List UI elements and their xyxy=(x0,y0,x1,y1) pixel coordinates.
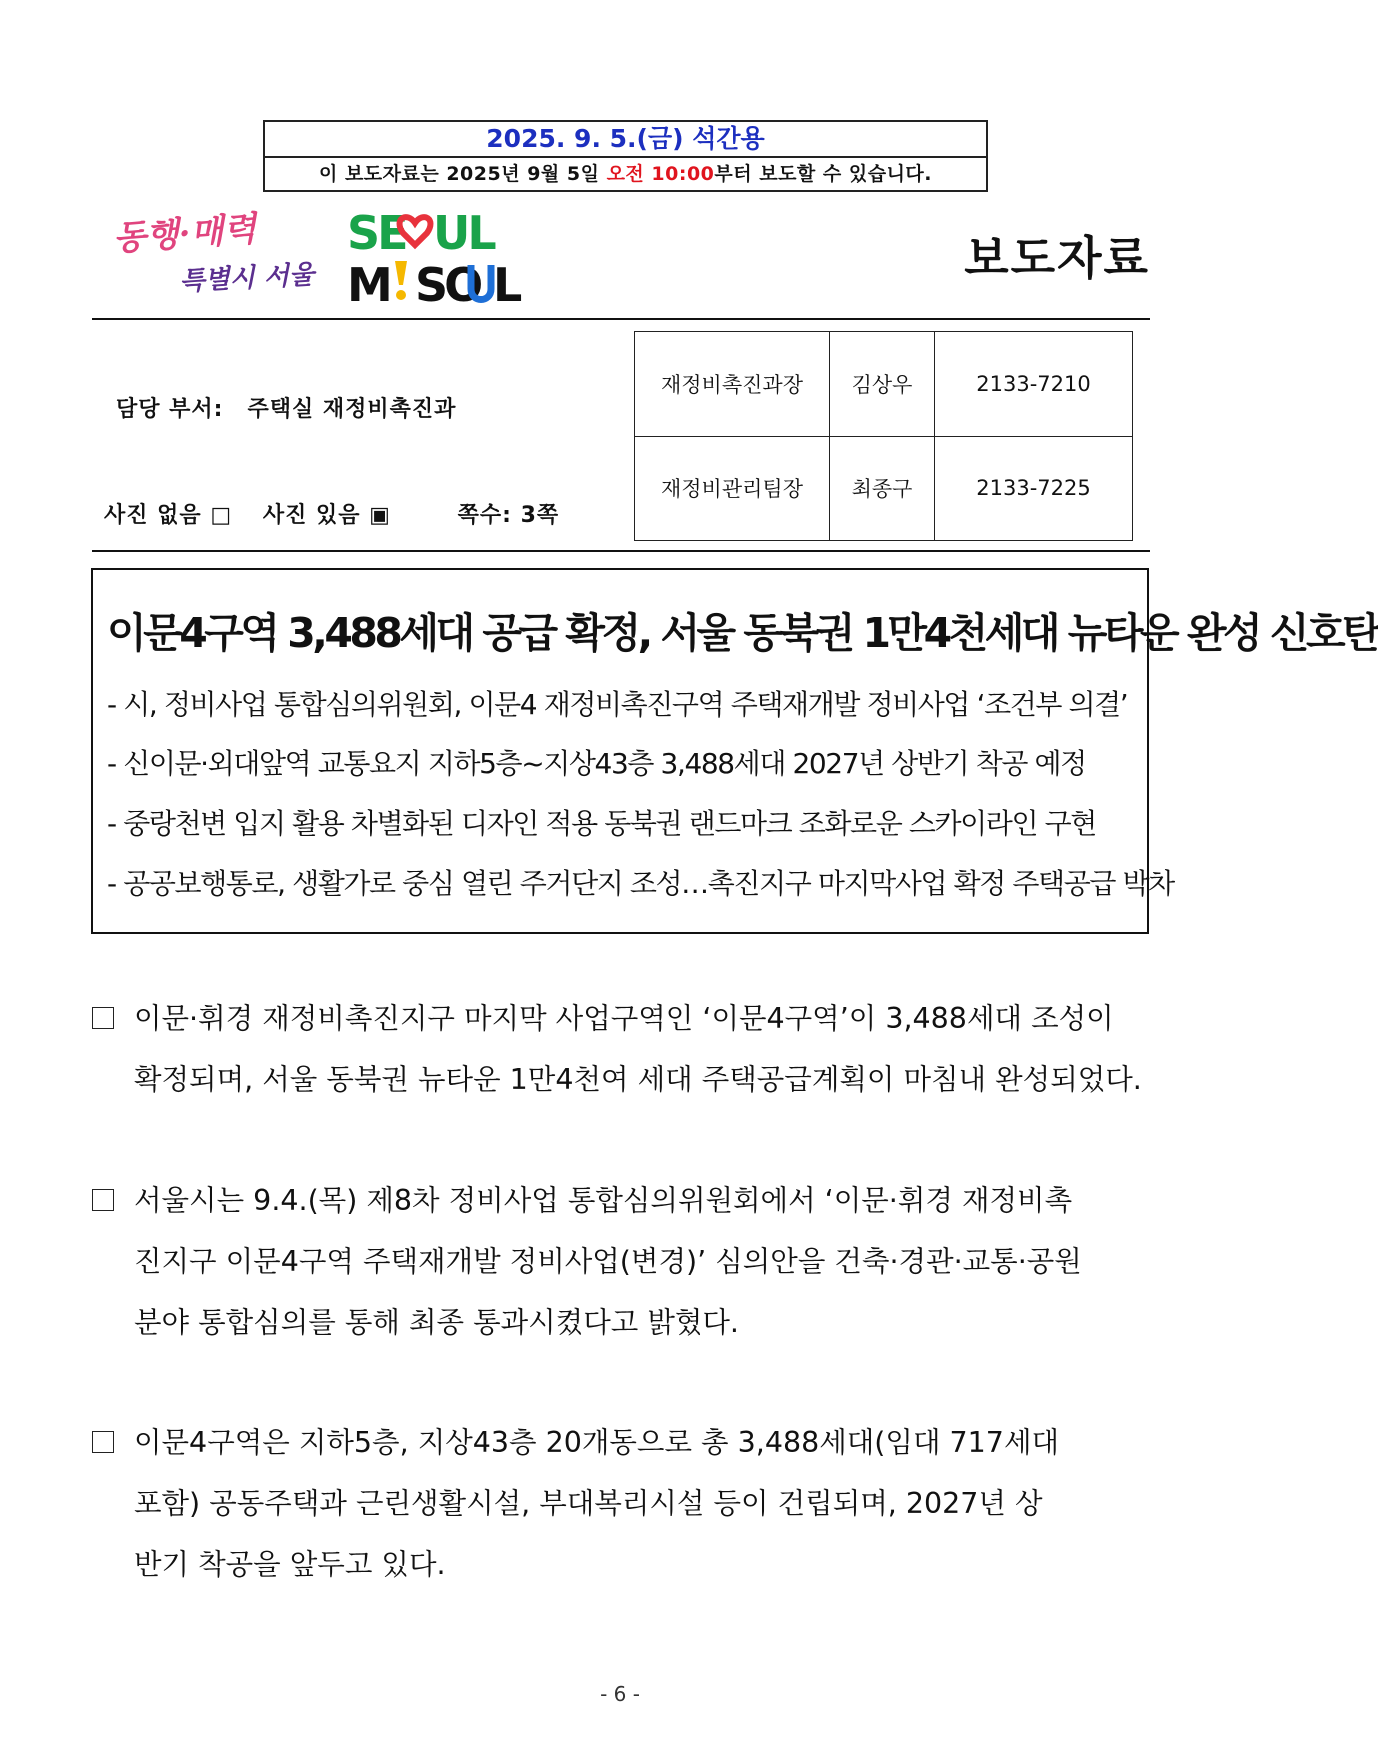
page-count-label: 쪽수: xyxy=(457,503,512,528)
page-number: - 6 - xyxy=(600,1682,640,1706)
embargo-box xyxy=(263,120,988,192)
contact-row xyxy=(635,332,1133,437)
contact-phone: 2133-7210 xyxy=(935,332,1133,437)
seoul-my-soul-logo xyxy=(345,205,523,312)
headline-subpoint: - 신이문·외대앞역 교통요지 지하5층~지상43층 3,488세대 2027년 상반기 착공 예정 xyxy=(107,747,1086,780)
contact-table xyxy=(634,331,1133,541)
svg-text:L: L xyxy=(493,258,523,312)
photo-yes-checkbox: ▣ xyxy=(369,503,391,528)
embargo-notice-pre: 이 보도자료는 2025년 9월 5일 xyxy=(318,163,607,185)
embargo-notice-post: 부터 보도할 수 있습니다. xyxy=(714,163,932,185)
body-paragraph xyxy=(92,988,1152,1110)
paragraph-line: 분야 통합심의를 통해 최종 통과시켰다고 밝혔다. xyxy=(134,1306,739,1339)
photo-page-info xyxy=(104,498,559,529)
embargo-date: 2025. 9. 5.(금) 석간용 xyxy=(265,122,986,158)
photo-none-label: 사진 없음 xyxy=(104,503,202,528)
embargo-notice-time: 오전 10:00 xyxy=(606,163,715,185)
photo-none-checkbox: □ xyxy=(210,503,233,528)
paragraph-line: 이문·휘경 재정비촉진지구 마지막 사업구역인 ‘이문4구역’이 3,488세대 조성이 xyxy=(134,1002,1114,1035)
paragraph-line: 이문4구역은 지하5층, 지상43층 20개동으로 총 3,488세대(임대 717세대 xyxy=(134,1426,1060,1459)
svg-text:특별시 서울: 특별시 서울 xyxy=(178,259,315,297)
paragraph-line: 서울시는 9.4.(목) 제8차 정비사업 통합심의위원회에서 ‘이문·휘경 재정비촉 xyxy=(134,1184,1073,1217)
svg-text:SE: SE xyxy=(347,206,406,260)
svg-text:UL: UL xyxy=(433,206,494,260)
top-divider xyxy=(92,318,1150,320)
contact-phone: 2133-7225 xyxy=(935,436,1133,541)
headline-box xyxy=(91,568,1378,934)
embargo-notice xyxy=(265,158,986,190)
paragraph-line: 진지구 이문4구역 주택재개발 정비사업(변경)’ 심의안을 건축·경관·교통·공원 xyxy=(134,1245,1082,1278)
department-line xyxy=(116,392,456,423)
bullet-box-icon xyxy=(92,1007,114,1029)
paragraph-line: 확정되며, 서울 동북권 뉴타운 1만4천여 세대 주택공급계획이 마침내 완성되었다. xyxy=(134,1063,1142,1096)
headline-title: 이문4구역 3,488세대 공급 확정, 서울 동북권 1만4천세대 뉴타운 완성 신호탄 xyxy=(107,609,1378,657)
svg-text:M: M xyxy=(347,258,390,312)
page-count-value: 3쪽 xyxy=(520,503,560,528)
department-label: 담당 부서: xyxy=(116,397,224,422)
svg-text:동행·매력: 동행·매력 xyxy=(111,209,258,259)
paragraph-line: 반기 착공을 앞두고 있다. xyxy=(134,1548,446,1581)
contact-role: 재정비촉진과장 xyxy=(635,332,830,437)
body-paragraph xyxy=(92,1412,1152,1595)
bullet-box-icon xyxy=(92,1431,114,1453)
contact-row xyxy=(635,436,1133,541)
contact-name: 최종구 xyxy=(830,436,935,541)
contact-name: 김상우 xyxy=(830,332,935,437)
headline-subpoint: - 시, 정비사업 통합심의위원회, 이문4 재정비촉진구역 주택재개발 정비사업 ‘조건부 의결’ xyxy=(107,688,1128,721)
photo-yes-label: 사진 있음 xyxy=(262,503,361,528)
header-divider xyxy=(92,550,1150,552)
body-paragraph xyxy=(92,1170,1152,1353)
press-release-title: 보도자료 xyxy=(964,231,1150,285)
headline-subpoint: - 공공보행통로, 생활가로 중심 열린 주거단지 조성…촉진지구 마지막사업 확정 주택공급 박차 xyxy=(107,867,1174,900)
slogan-logo xyxy=(110,209,315,300)
svg-text:SO: SO xyxy=(415,258,480,312)
department-value: 주택실 재정비촉진과 xyxy=(247,397,457,422)
paragraph-line: 포함) 공동주택과 근린생활시설, 부대복리시설 등이 건립되며, 2027년 상 xyxy=(134,1487,1043,1520)
headline-subpoint: - 중랑천변 입지 활용 차별화된 디자인 적용 동북권 랜드마크 조화로운 스카이라인 구현 xyxy=(107,807,1096,840)
contact-role: 재정비관리팀장 xyxy=(635,436,830,541)
bullet-box-icon xyxy=(92,1189,114,1211)
